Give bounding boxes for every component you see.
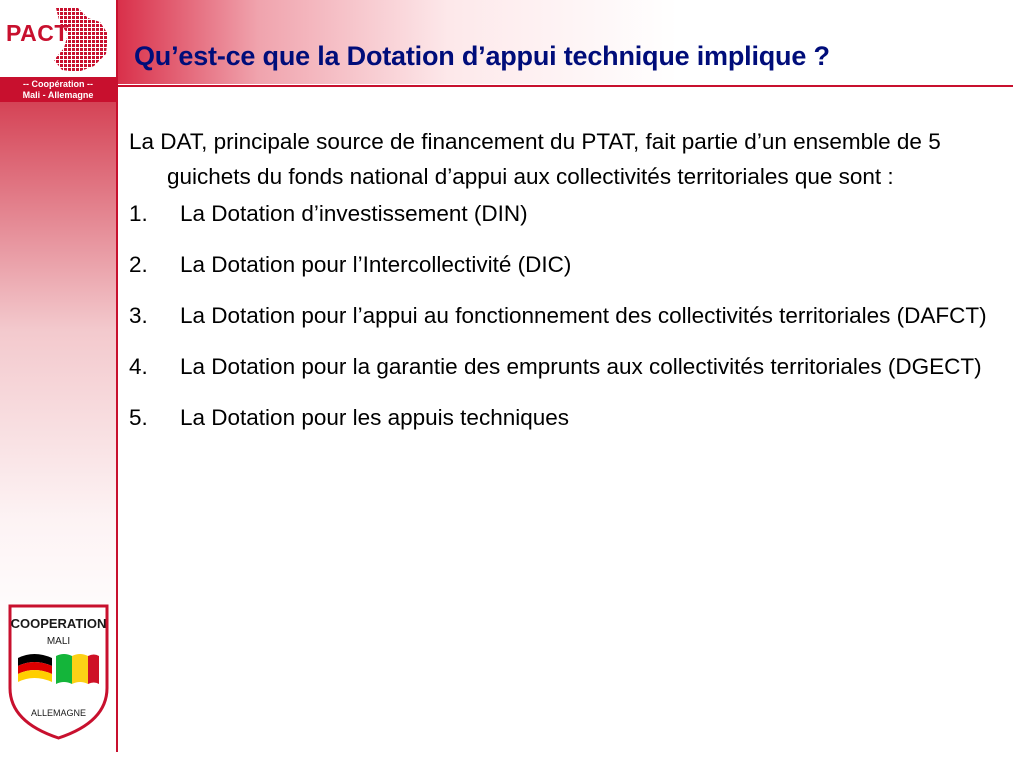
cooperation-badge (6, 604, 111, 740)
left-divider (116, 0, 118, 752)
pact-cooperation-strip (0, 77, 116, 102)
list-item-text: La Dotation d’investissement (DIN) (180, 201, 528, 226)
list-item-text: La Dotation pour l’appui au fonctionnement des collectivités territoriales (DAFCT) (180, 303, 987, 328)
strip-line-1: -- Coopération -- (23, 79, 93, 89)
intro-paragraph: La DAT, principale source de financement du PTAT, fait partie d’un ensemble de 5 guichets du fonds national d’appui aux collectivités territoriales que sont : (129, 129, 941, 189)
badge-line-2: MALI (46, 636, 71, 647)
list-item (129, 248, 1009, 282)
germany-flag-icon (18, 654, 52, 682)
dotation-list (129, 197, 1009, 435)
list-item (129, 401, 1009, 435)
list-item-text: La Dotation pour l’Intercollectivité (DIC) (180, 252, 572, 277)
list-item (129, 197, 1009, 231)
slide-body (129, 124, 1009, 435)
list-item-number: 4. (129, 354, 148, 379)
list-item-text: La Dotation pour la garantie des emprunts aux collectivités territoriales (DGECT) (180, 354, 982, 379)
list-item-number: 5. (129, 405, 148, 430)
list-item (129, 350, 1009, 384)
title-underline (118, 85, 1013, 87)
list-item-number: 2. (129, 252, 148, 277)
list-item-number: 1. (129, 201, 148, 226)
badge-line-3: ALLEMAGNE (30, 708, 87, 718)
list-item-text: La Dotation pour les appuis techniques (180, 405, 570, 430)
strip-line-2: Mali - Allemagne (22, 90, 94, 100)
badge-line-1: COOPERATION (10, 616, 107, 631)
list-item (129, 299, 1009, 333)
pact-brand-text: PACT (6, 20, 69, 46)
mali-flag-icon (56, 654, 99, 684)
list-item-number: 3. (129, 303, 148, 328)
slide-title: Qu’est-ce que la Dotation d’appui technique implique ? (134, 41, 830, 71)
pact-logo (0, 0, 116, 102)
